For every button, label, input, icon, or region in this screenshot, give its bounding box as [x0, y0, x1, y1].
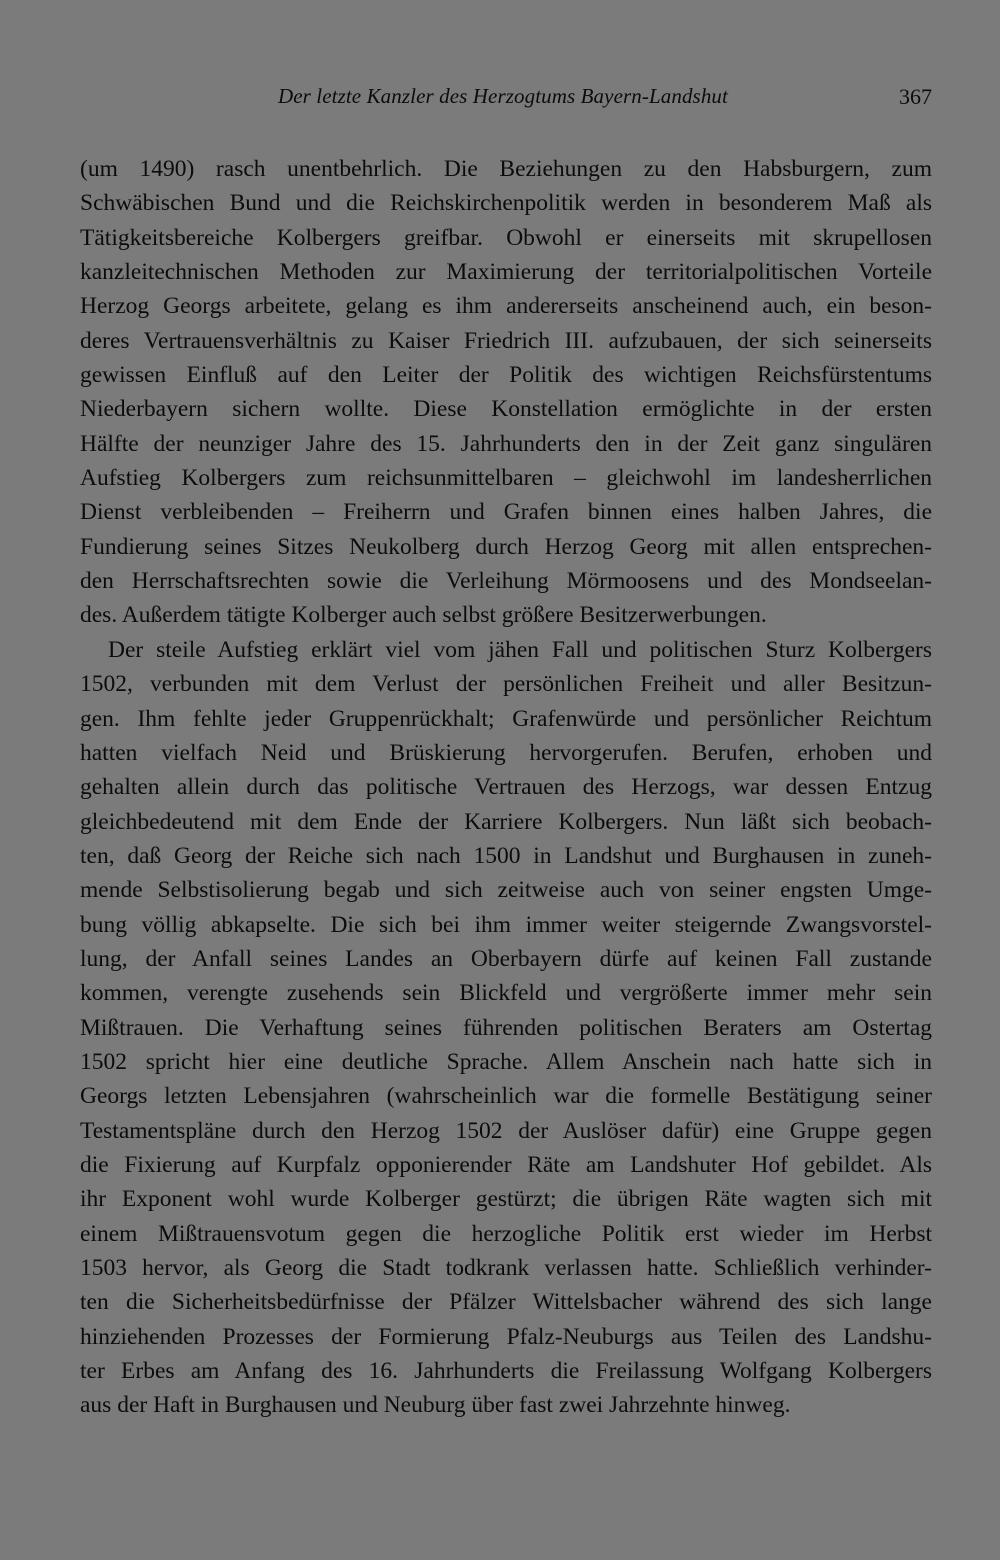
text-line: Hälfte der neunziger Jahre des 15. Jahrhunderts den in der Zeit ganz singulären — [80, 430, 932, 457]
text-line: ihr Exponent wohl wurde Kolberger gestürzt; die übrigen Räte wagten sich mit — [80, 1186, 932, 1213]
text-line: gehalten allein durch das politische Vertrauen des Herzogs, war dessen Entzug — [80, 774, 932, 801]
text-line: Fundierung seines Sitzes Neukolberg durch Herzog Georg mit allen entsprechen- — [80, 533, 932, 560]
text-line: deres Vertrauensverhältnis zu Kaiser Friedrich III. aufzubauen, der sich seinerseits — [80, 327, 932, 354]
text-line: Der steile Aufstieg erklärt viel vom jähen Fall und politischen Sturz Kolbergers — [108, 636, 932, 663]
text-line: den Herrschaftsrechten sowie die Verleihung Mörmoosens und des Mondseelan- — [80, 568, 932, 595]
text-line: gewissen Einfluß auf den Leiter der Politik des wichtigen Reichsfürstentums — [80, 362, 932, 389]
text-line: ten die Sicherheitsbedürfnisse der Pfälzer Wittelsbacher während des sich lange — [80, 1289, 932, 1316]
text-line: Niederbayern sichern wollte. Diese Konstellation ermöglichte in der ersten — [80, 396, 932, 423]
text-line: bung völlig abkapselte. Die sich bei ihm immer weiter steigernde Zwangsvorstel- — [80, 911, 932, 938]
text-line: hatten vielfach Neid und Brüskierung hervorgerufen. Berufen, erhoben und — [80, 739, 932, 766]
text-line: mende Selbstisolierung begab und sich zeitweise auch von seiner engsten Umge- — [80, 877, 932, 904]
text-line: Testamentspläne durch den Herzog 1502 der Auslöser dafür) eine Gruppe gegen — [80, 1117, 932, 1144]
text-line: Mißtrauen. Die Verhaftung seines führenden politischen Beraters am Ostertag — [80, 1014, 932, 1041]
page-number: 367 — [899, 84, 932, 109]
text-line: Schwäbischen Bund und die Reichskirchenpolitik werden in besonderem Maß als — [80, 190, 932, 217]
text-line: 1502 spricht hier eine deutliche Sprache. Allem Anschein nach hatte sich in — [80, 1048, 932, 1075]
text-line: ten, daß Georg der Reiche sich nach 1500 in Landshut und Burghausen in zuneh- — [80, 842, 932, 869]
text-line: die Fixierung auf Kurpfalz opponierender Räte am Landshuter Hof gebildet. Als — [80, 1151, 932, 1178]
paragraph — [80, 152, 932, 633]
text-line: einem Mißtrauensvotum gegen die herzogliche Politik erst wieder im Herbst — [80, 1220, 932, 1247]
text-line: lung, der Anfall seines Landes an Oberbayern dürfe auf keinen Fall zustande — [80, 945, 932, 972]
running-title: Der letzte Kanzler des Herzogtums Bayern-Landshut — [278, 84, 728, 108]
body-text — [80, 152, 932, 1423]
text-line: kanzleitechnischen Methoden zur Maximierung der territorialpolitischen Vorteile — [80, 259, 932, 286]
paragraph — [80, 633, 932, 1423]
text-line: gen. Ihm fehlte jeder Gruppenrückhalt; Grafenwürde und persönlicher Reichtum — [80, 705, 932, 732]
running-header — [80, 84, 932, 114]
text-line: 1503 hervor, als Georg die Stadt todkrank verlassen hatte. Schließlich verhinder- — [80, 1255, 932, 1281]
text-line: des. Außerdem tätigte Kolberger auch selbst größere Besitzerwerbungen. — [80, 602, 767, 629]
text-line: aus der Haft in Burghausen und Neuburg über fast zwei Jahrzehnte hinweg. — [80, 1392, 791, 1419]
text-line: Tätigkeitsbereiche Kolbergers greifbar. Obwohl er einerseits mit skrupellosen — [80, 224, 932, 251]
text-line: 1502, verbunden mit dem Verlust der persönlichen Freiheit und aller Besitzun- — [80, 671, 932, 698]
text-line: Georgs letzten Lebensjahren (wahrscheinlich war die formelle Bestätigung seiner — [80, 1083, 932, 1110]
text-line: Herzog Georgs arbeitete, gelang es ihm andererseits anscheinend auch, ein beson- — [80, 293, 932, 320]
text-line: Dienst verbleibenden – Freiherrn und Grafen binnen eines halben Jahres, die — [80, 499, 932, 526]
text-line: gleichbedeutend mit dem Ende der Karriere Kolbergers. Nun läßt sich beobach- — [80, 808, 932, 835]
text-line: ter Erbes am Anfang des 16. Jahrhunderts die Freilassung Wolfgang Kolbergers — [80, 1358, 932, 1385]
text-line: kommen, verengte zusehends sein Blickfeld und vergrößerte immer mehr sein — [80, 980, 932, 1007]
text-line: (um 1490) rasch unentbehrlich. Die Beziehungen zu den Habsburgern, zum — [80, 156, 932, 182]
text-line: hinziehenden Prozesses der Formierung Pfalz-Neuburgs aus Teilen des Landshu- — [80, 1323, 932, 1350]
text-line: Aufstieg Kolbergers zum reichsunmittelbaren – gleichwohl im landesherrlichen — [80, 465, 932, 492]
